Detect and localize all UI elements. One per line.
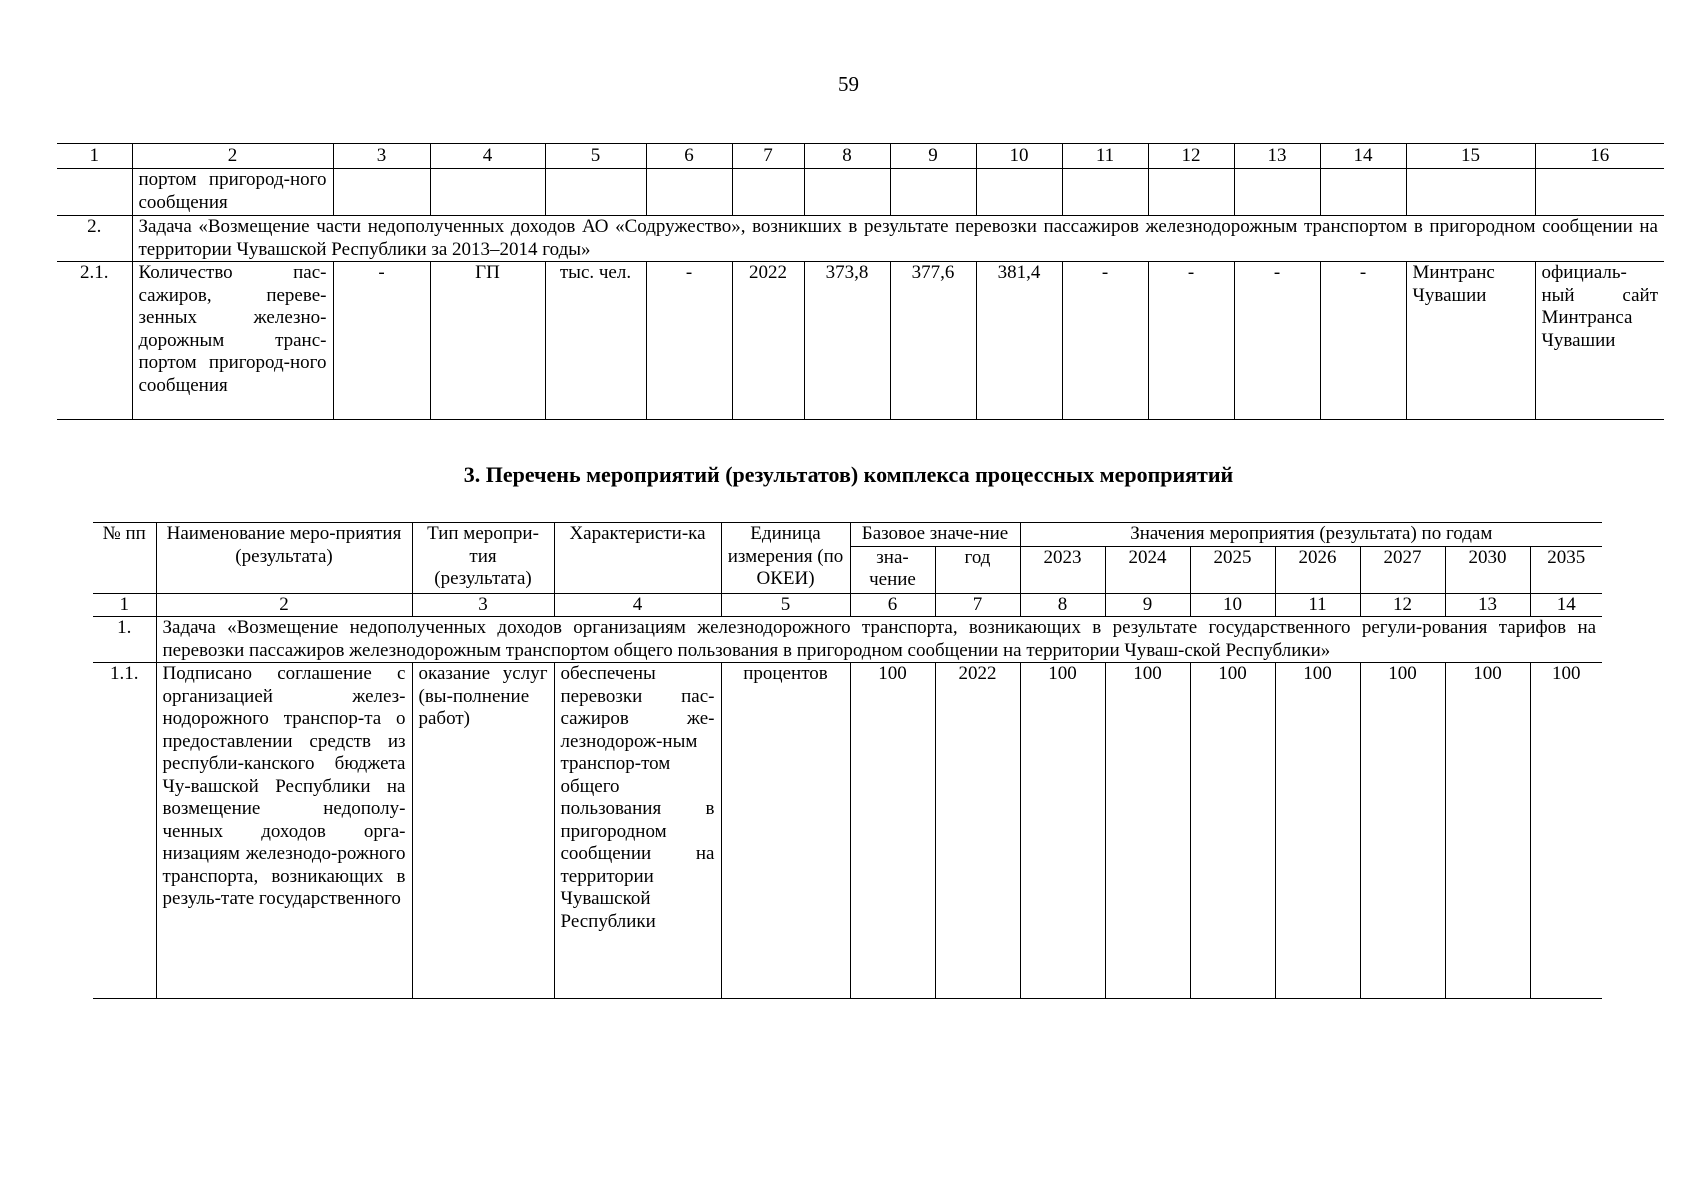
row-number: 1.1. [93, 663, 156, 999]
cell: ГП [430, 262, 545, 420]
section-title: 3. Перечень мероприятий (результатов) комплекса процессных мероприятий [463, 462, 1234, 487]
activities-table [93, 522, 1602, 999]
column-number: 4 [430, 144, 545, 169]
column-number: 2 [156, 593, 412, 617]
cell: - [1234, 262, 1320, 420]
year-value: 100 [1105, 663, 1190, 999]
continuation-row [57, 169, 1664, 216]
year-value: 100 [1275, 663, 1360, 999]
task-text: Задача «Возмещение недополученных доходов организациям железнодорожного транспорта, возникающих в результате государственного регули-рования тарифов на перевозки пассажиров железнодорожным транспортом общего пользования в пригородном сообщении на территории Чуваш-ской Республики» [156, 617, 1602, 663]
header-year: 2035 [1530, 546, 1602, 593]
indicator-row [57, 262, 1664, 420]
year-value: 100 [1445, 663, 1530, 999]
column-number: 6 [646, 144, 732, 169]
header-base: Базовое значе-ние [850, 523, 1020, 547]
column-number: 10 [976, 144, 1062, 169]
header-base-value: зна-чение [850, 546, 935, 593]
base-year: 2022 [935, 663, 1020, 999]
year-value: 100 [1020, 663, 1105, 999]
row-number: 2.1. [57, 262, 132, 420]
activity-unit: процентов [721, 663, 850, 999]
column-number: 9 [890, 144, 976, 169]
activity-row [93, 663, 1602, 999]
column-number: 9 [1105, 593, 1190, 617]
header-base-year: год [935, 546, 1020, 593]
task-text: Задача «Возмещение части недополученных доходов АО «Содружество», возникших в результате перевозки пассажиров железнодорожным транспортом в пригородном сообщении на территории Чувашской Республики за 2013–2014 годы» [132, 216, 1664, 262]
column-number: 7 [732, 144, 804, 169]
column-number: 1 [93, 593, 156, 617]
header-row [93, 523, 1602, 547]
base-value: 100 [850, 663, 935, 999]
header-year: 2023 [1020, 546, 1105, 593]
column-number: 15 [1406, 144, 1535, 169]
task-row [57, 216, 1664, 262]
column-number: 4 [554, 593, 721, 617]
header-year: 2024 [1105, 546, 1190, 593]
year-value: 100 [1190, 663, 1275, 999]
header-name: Наименование меро-приятия (результата) [156, 523, 412, 594]
column-number: 10 [1190, 593, 1275, 617]
column-number: 2 [132, 144, 333, 169]
column-number: 12 [1360, 593, 1445, 617]
column-number: 8 [804, 144, 890, 169]
header-unit: Единица измерения (по ОКЕИ) [721, 523, 850, 594]
task-number: 2. [57, 216, 132, 262]
cell: 373,8 [804, 262, 890, 420]
header-type: Тип меропри-тия (результата) [412, 523, 554, 594]
cell: официаль-ный сайт Минтранса Чувашии [1535, 262, 1664, 420]
activity-type: оказание услуг (вы-полнение работ) [412, 663, 554, 999]
year-value: 100 [1530, 663, 1602, 999]
header-num: № пп [93, 523, 156, 594]
column-number: 7 [935, 593, 1020, 617]
header-year: 2025 [1190, 546, 1275, 593]
column-number: 3 [412, 593, 554, 617]
header-values-by-year: Значения мероприятия (результата) по годам [1020, 523, 1602, 547]
cell: 377,6 [890, 262, 976, 420]
column-number: 8 [1020, 593, 1105, 617]
indicator-name: Количество пас-сажиров, переве-зенных железно-дорожным транс-портом пригород-ного сообщения [132, 262, 333, 420]
column-number: 5 [545, 144, 646, 169]
column-number-row [57, 144, 1664, 169]
column-number: 6 [850, 593, 935, 617]
column-number: 14 [1530, 593, 1602, 617]
column-number-row [93, 593, 1602, 617]
cell: - [1320, 262, 1406, 420]
column-number: 13 [1234, 144, 1320, 169]
column-number: 12 [1148, 144, 1234, 169]
activity-name: Подписано соглашение с организацией желез-нодорожного транспор-та о предоставлении средств из республи-канского бюджета Чу-вашской Республики на возмещение недополу-ченных доходов орга-низациям железнодо-рожного транспорта, возникающих в резуль-тате государственного [156, 663, 412, 999]
header-characteristic: Характеристи-ка [554, 523, 721, 594]
header-year: 2026 [1275, 546, 1360, 593]
column-number: 3 [333, 144, 430, 169]
cell: - [1062, 262, 1148, 420]
column-number: 11 [1062, 144, 1148, 169]
cell: 2022 [732, 262, 804, 420]
header-year: 2027 [1360, 546, 1445, 593]
indicators-table [57, 143, 1664, 420]
task-row [93, 617, 1602, 663]
column-number: 1 [57, 144, 132, 169]
cell: Минтранс Чувашии [1406, 262, 1535, 420]
year-value: 100 [1360, 663, 1445, 999]
activity-characteristic: обеспечены перевозки пас-сажиров же-лезнодорож-ным транспор-том общего пользования в пригородном сообщении на территории Чувашской Республики [554, 663, 721, 999]
cell: тыс. чел. [545, 262, 646, 420]
column-number: 14 [1320, 144, 1406, 169]
column-number: 5 [721, 593, 850, 617]
cell: 381,4 [976, 262, 1062, 420]
task-number: 1. [93, 617, 156, 663]
column-number: 16 [1535, 144, 1664, 169]
header-year: 2030 [1445, 546, 1530, 593]
cell: - [1148, 262, 1234, 420]
cell: - [646, 262, 732, 420]
indicator-name: портом пригород-ного сообщения [132, 169, 333, 216]
page-number: 59 [838, 72, 859, 96]
column-number: 11 [1275, 593, 1360, 617]
column-number: 13 [1445, 593, 1530, 617]
cell: - [333, 262, 430, 420]
